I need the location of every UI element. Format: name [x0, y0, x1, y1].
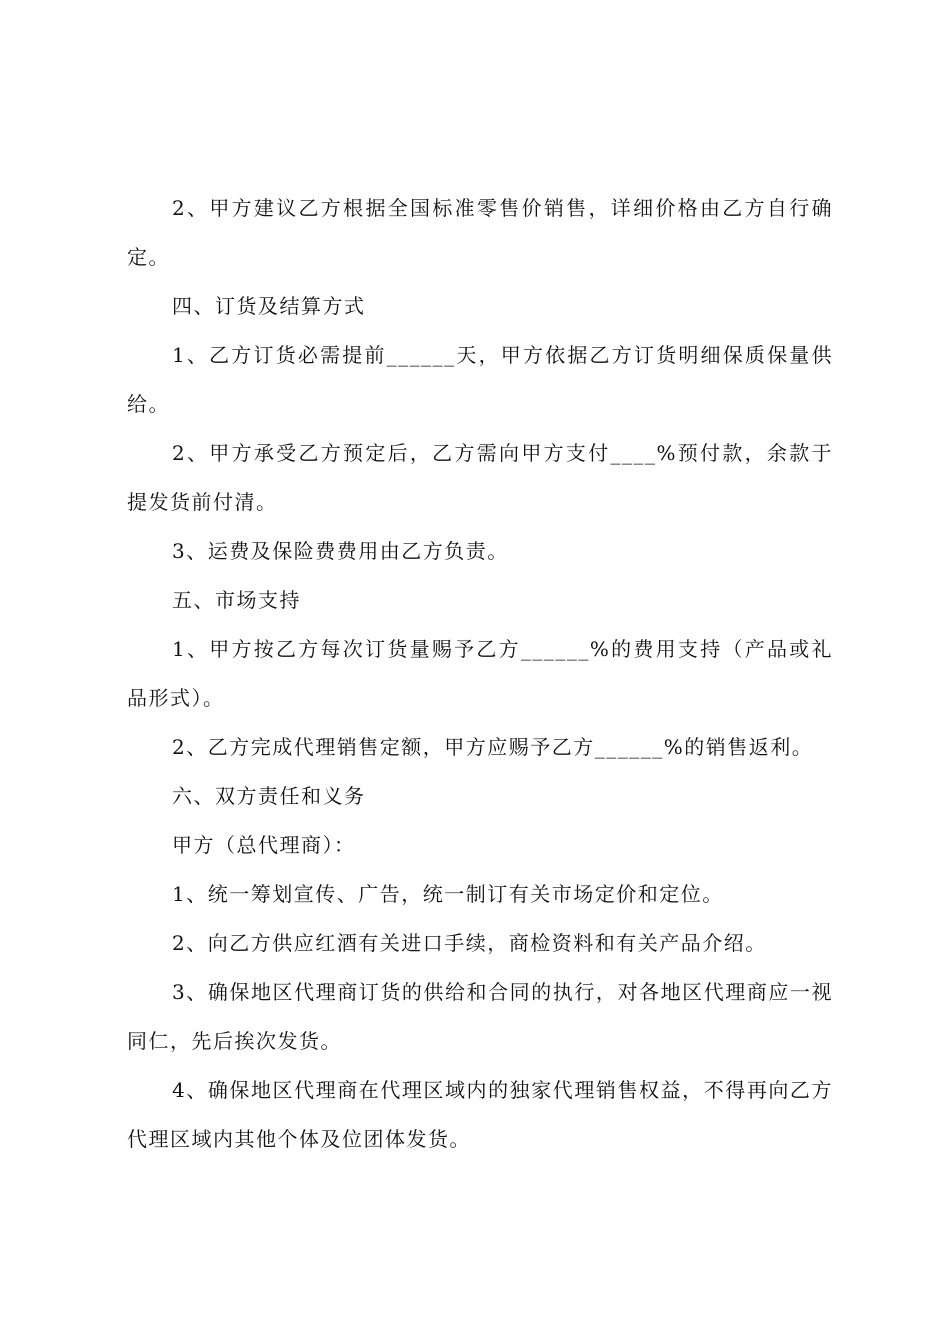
- party-a-clause-2: 2、向乙方供应红酒有关进口手续，商检资料和有关产品介绍。: [172, 931, 767, 955]
- clause-2-prepayment: 2、甲方承受乙方预定后，乙方需向甲方支付____%预付款，余款于提发货前付清。: [127, 441, 833, 514]
- clause-1-expense-support: 1、甲方按乙方每次订货量赐予乙方______%的费用支持（产品或礼品形式）。: [127, 637, 833, 710]
- party-a-clause-3: 3、确保地区代理商订货的供给和合同的执行，对各地区代理商应一视同仁，先后挨次发货。: [127, 980, 833, 1053]
- party-a-heading: 甲方（总代理商）：: [172, 833, 356, 857]
- clause-1-order-lead-time: 1、乙方订货必需提前______天，甲方依据乙方订货明细保质保量供给。: [127, 343, 833, 416]
- clause-2-sales-rebate: 2、乙方完成代理销售定额，甲方应赐予乙方______%的销售返利。: [172, 735, 814, 759]
- party-a-clause-1: 1、统一筹划宣传、广告，统一制订有关市场定价和定位。: [172, 882, 724, 906]
- document-body: [127, 184, 833, 1164]
- party-a-clause-4: 4、确保地区代理商在代理区域内的独家代理销售权益，不得再向乙方代理区域内其他个体及位团体发货。: [127, 1078, 833, 1151]
- section-heading-market-support: 五、市场支持: [172, 588, 301, 612]
- section-heading-responsibilities: 六、双方责任和义务: [172, 784, 366, 808]
- clause-2-pricing: 2、甲方建议乙方根据全国标准零售价销售，详细价格由乙方自行确定。: [127, 196, 833, 269]
- clause-3-freight-insurance: 3、运费及保险费费用由乙方负责。: [172, 539, 509, 563]
- section-heading-ordering-settlement: 四、订货及结算方式: [172, 294, 366, 318]
